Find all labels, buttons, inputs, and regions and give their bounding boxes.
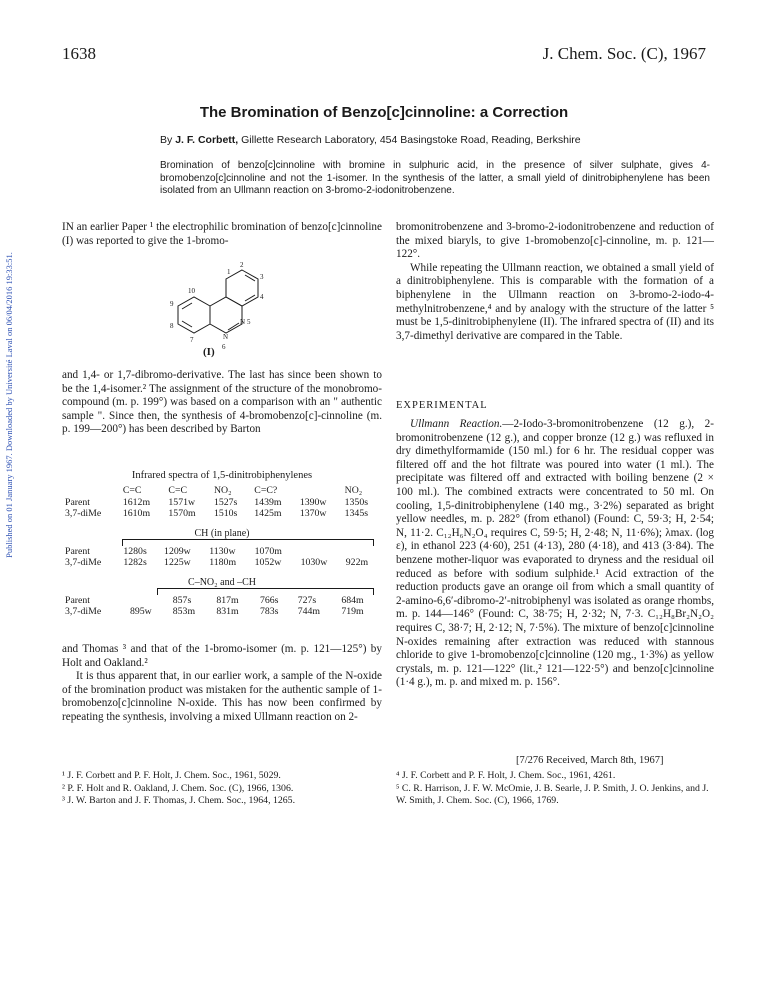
ir-table <box>62 485 382 618</box>
body-paragraph: and Thomas ³ and that of the 1-bromo-isomer (m. p. 121—125°) by Holt and Oakland.² <box>62 643 382 669</box>
table-cell: 1570m <box>168 508 196 519</box>
page-number: 1638 <box>62 44 96 63</box>
journal-citation: J. Chem. Soc. (C), 1967 <box>542 44 706 63</box>
table-header <box>62 485 120 497</box>
ring-number: 10 <box>188 287 195 295</box>
intro-paragraph: IN an earlier Paper ¹ the electrophilic bromination of benzo[c]cinnoline (I) was reported to give the 1-bromo- <box>62 221 382 247</box>
table-cell: 895w <box>129 606 152 617</box>
table-cell: 1030w <box>300 557 328 568</box>
table-brace <box>122 539 374 546</box>
left-col-para3 <box>62 643 382 725</box>
table-title: Infrared spectra of 1,5-dinitrobiphenylenes <box>131 470 313 481</box>
table-cell: 1510s <box>213 508 238 519</box>
footnotes-right <box>396 770 714 808</box>
footnote: ³ J. W. Barton and J. F. Thomas, J. Chem. Soc., 1964, 1265. <box>62 795 296 806</box>
right-col-top <box>396 221 714 343</box>
table-cell: 831m <box>216 606 239 617</box>
experimental-lead: Ullmann Reaction. <box>410 418 503 430</box>
table-cell <box>298 546 343 558</box>
table-cell: 1370w <box>299 508 327 519</box>
table-row <box>62 508 382 520</box>
footnotes-left <box>62 770 382 808</box>
table-cell: Parent <box>65 594 91 606</box>
article-title: The Bromination of Benzo[c]cinnoline: a Correction <box>199 104 569 121</box>
provenance-text: Published on 01 January 1967. Downloaded by Université Laval on 06/04/2016 19:33:51. <box>4 252 14 558</box>
ring-number: 9 <box>170 300 174 308</box>
byline <box>160 134 581 146</box>
table-cell: 1571w <box>168 496 196 508</box>
structure-label: (I) <box>203 346 215 358</box>
table-cell: Parent <box>65 496 91 508</box>
table-header: NO₂ <box>344 485 363 496</box>
table-cell: 1282s <box>123 557 147 568</box>
body-paragraph: and 1,4- or 1,7-dibromo-derivative. The last has since been shown to be the 1,4-isomer.² The assignment of the structure of the monobromo-compound (m. p. 199°) was based on a comparison with an " authentic sample ". Since then, the synthesis of 4-bromobenzo[c]-cinnoline (m. p. 199—200°) has been described by Barton <box>62 369 382 436</box>
body-paragraph: While repeating the Ullmann reaction, we obtained a small yield of a dinitrobiphenylene. This is comparable with the formation of a biphenylene in the Ullmann reaction on 3-bromo-2-iodo-4-methylnitrobenzene,⁴ and by analogy with the structure of the latter ⁵ must be 1,5-dinitrobiphenylene (II). The infrared spectra of (II) and its 3,7-dimethyl derivative are compared in the Table. <box>396 261 714 342</box>
table-cell: 1209w <box>164 545 191 557</box>
ring-number: 5 <box>247 318 251 326</box>
experimental-section <box>396 418 714 690</box>
ring-number: 4 <box>260 293 264 301</box>
table-cell: 3,7-diMe <box>65 606 102 617</box>
footnote: ⁵ C. R. Harrison, J. F. W. McOmie, J. B. Searle, J. P. Smith, J. O. Jenkins, and J. W. Smith, J. Chem. Soc. (C), 1966, 1769. <box>396 782 709 806</box>
table-cell: 1180m <box>209 557 237 568</box>
table-row <box>62 546 382 558</box>
ring-number: 1 <box>227 268 231 276</box>
table-cell: 1390w <box>299 496 327 508</box>
table-subhead: C–NO₂ and –CH <box>188 576 256 588</box>
table-row <box>62 595 382 607</box>
table-cell: 1425m <box>254 508 282 519</box>
left-col-para2 <box>62 369 382 437</box>
table-cell: 817m <box>216 594 239 606</box>
table-header <box>297 485 342 497</box>
author-affiliation: Gillette Research Laboratory, 454 Basingstoke Road, Reading, Berkshire <box>241 134 581 146</box>
table-cell: 1610m <box>122 508 151 519</box>
table-cell: 1225w <box>164 557 191 568</box>
ring-atom: N <box>223 333 229 341</box>
table-cell: 1350s <box>344 496 369 508</box>
ir-table-block3 <box>62 595 382 618</box>
table-cell: 1070m <box>254 545 282 557</box>
table-cell: 1345s <box>344 508 369 519</box>
table-cell: 766s <box>259 594 279 606</box>
experimental-paragraph <box>396 418 714 690</box>
ir-table-block2 <box>62 546 382 569</box>
table-cell: 853m <box>172 606 196 617</box>
ring-number: 6 <box>222 343 226 351</box>
abstract: Bromination of benzo[c]cinnoline with bromine in sulphuric acid, in the presence of silver sulphate, gives 4-bromobenzo[c]cinnoline and not the 1-isomer. In the synthesis of the latter, a small yield of dinitrobiphenylene has been isolated from an Ullmann reaction on 3-bromo-2-iodonitrobenzene. <box>160 160 710 196</box>
table-row <box>62 497 382 509</box>
ring-number: 2 <box>240 262 244 269</box>
ring-number: 3 <box>260 273 264 281</box>
experimental-heading: EXPERIMENTAL <box>396 400 488 411</box>
provenance-sidebar <box>3 215 15 595</box>
body-paragraph: bromonitrobenzene and 3-bromo-2-iodonitrobenzene and reduction of the mixed biaryls, to give 1-bromobenzo[c]-cinnoline, m. p. 121—122°. <box>396 221 714 261</box>
benzocinnoline-structure <box>162 262 282 362</box>
table-cell: 783s <box>259 606 279 617</box>
table-cell: 3,7-diMe <box>65 557 102 568</box>
table-cell: 1527s <box>213 496 238 508</box>
table-header: C=C <box>122 485 142 496</box>
table-header: C=C? <box>254 485 278 496</box>
ring-number: 8 <box>170 322 174 330</box>
table-header-row <box>62 485 382 497</box>
table-cell: 727s <box>297 594 317 606</box>
table-cell: 3,7-diMe <box>65 508 102 519</box>
author-name: J. F. Corbett, <box>175 134 239 146</box>
ir-table-block1 <box>62 485 382 520</box>
footnote: ¹ J. F. Corbett and P. F. Holt, J. Chem. Soc., 1961, 5029. <box>62 770 281 781</box>
structure-diagram-I <box>162 262 282 362</box>
footnote: ² P. F. Holt and R. Oakland, J. Chem. Soc. (C), 1966, 1306. <box>62 782 294 794</box>
left-col-para1 <box>62 221 382 248</box>
table-cell <box>343 546 382 558</box>
table-cell: 1439m <box>254 496 282 508</box>
table-cell: 1052w <box>254 557 282 568</box>
table-subhead: CH (in plane) <box>194 527 250 539</box>
table-cell: 857s <box>172 594 192 606</box>
table-cell: 684m <box>341 594 364 606</box>
byline-prefix: By <box>160 134 173 146</box>
table-cell: 744m <box>297 606 321 617</box>
experimental-text: —2-Iodo-3-bromonitrobenzene (12 g.), 2-bromonitrobenzene (12 g.), and copper bronze (12 g.) was refluxed in dry dimethylformamide (150 ml.) for 6 hr. The residual copper was filtered off and the hot filtrate was poured into water (1 ml.). The precipitate was filtered off and extracted with boiling benzene (2 × 100 ml.). The combined extracts were concentrated to 50 ml. On cooling, 1,5-dinitrobiphenylene (140 mg., 3·2%) separated as bright yellow needles, m. p. 282° (from ethanol) (Found: C, 59·3; H, 2·54; N, 11·2. C₁₂H₆N₂O₄ requires C, 59·5; H, 2·48; N, 11·6%); λmax. (log ε), in ethanol 223 (4·60), 251 (4·13), 280 (4·18), and 413 (3·84). The benzene mother-liquor was evaporated to dryness and the residual oil reduced as before with sodium sulphide.¹ Acid extraction of the reduction products gave an orange oil from which a small quantity of 2-amino-6,6′-dibromo-2′-nitrobiphenyl was isolated as orange rhombs, m. p. 144—146° (Found: C, 38·75; H, 2·32; N, 7·3. C₁₂H₈Br₂N₂O₂ requires C, 38·7; H, 2·12; N, 7·5%). The mixture of benzo[c]cinnoline N-oxides remaining after extraction was reduced with stannous chloride to give 1-bromobenzo[c]cinnoline (120 mg., 1·3%) as yellow crystals, m. p. 121—122° (lit.,² 121—122·5°) and benzo[c]cinnoline (1·4 g.), m. p. and mixed m. p. 156°. <box>396 418 715 689</box>
table-cell: 719m <box>341 606 364 617</box>
ring-atom: N <box>240 318 246 326</box>
table-cell: 922m <box>345 557 369 568</box>
footnote: ⁴ J. F. Corbett and P. F. Holt, J. Chem. Soc., 1961, 4261. <box>396 770 616 781</box>
table-header: NO₂ <box>213 485 232 496</box>
table-brace <box>157 588 374 595</box>
table-cell: 1280s <box>123 545 147 557</box>
ring-number: 7 <box>190 336 194 344</box>
table-row <box>62 606 382 618</box>
table-cell: Parent <box>65 545 91 557</box>
table-header: C=C <box>168 485 188 496</box>
table-cell: 1130w <box>209 545 236 557</box>
table-cell: 1612m <box>122 496 151 508</box>
received-date: [7/276 Received, March 8th, 1967] <box>516 755 664 766</box>
table-cell <box>127 595 170 607</box>
body-paragraph: It is thus apparent that, in our earlier work, a sample of the N-oxide of the bromination product was mistaken for the authentic sample of 1-bromobenzo[c]cinnoline N-oxide. This has now been confirmed by repeating the synthesis, involving a mixed Ullmann reaction on 2- <box>62 670 382 723</box>
table-row <box>62 557 382 569</box>
